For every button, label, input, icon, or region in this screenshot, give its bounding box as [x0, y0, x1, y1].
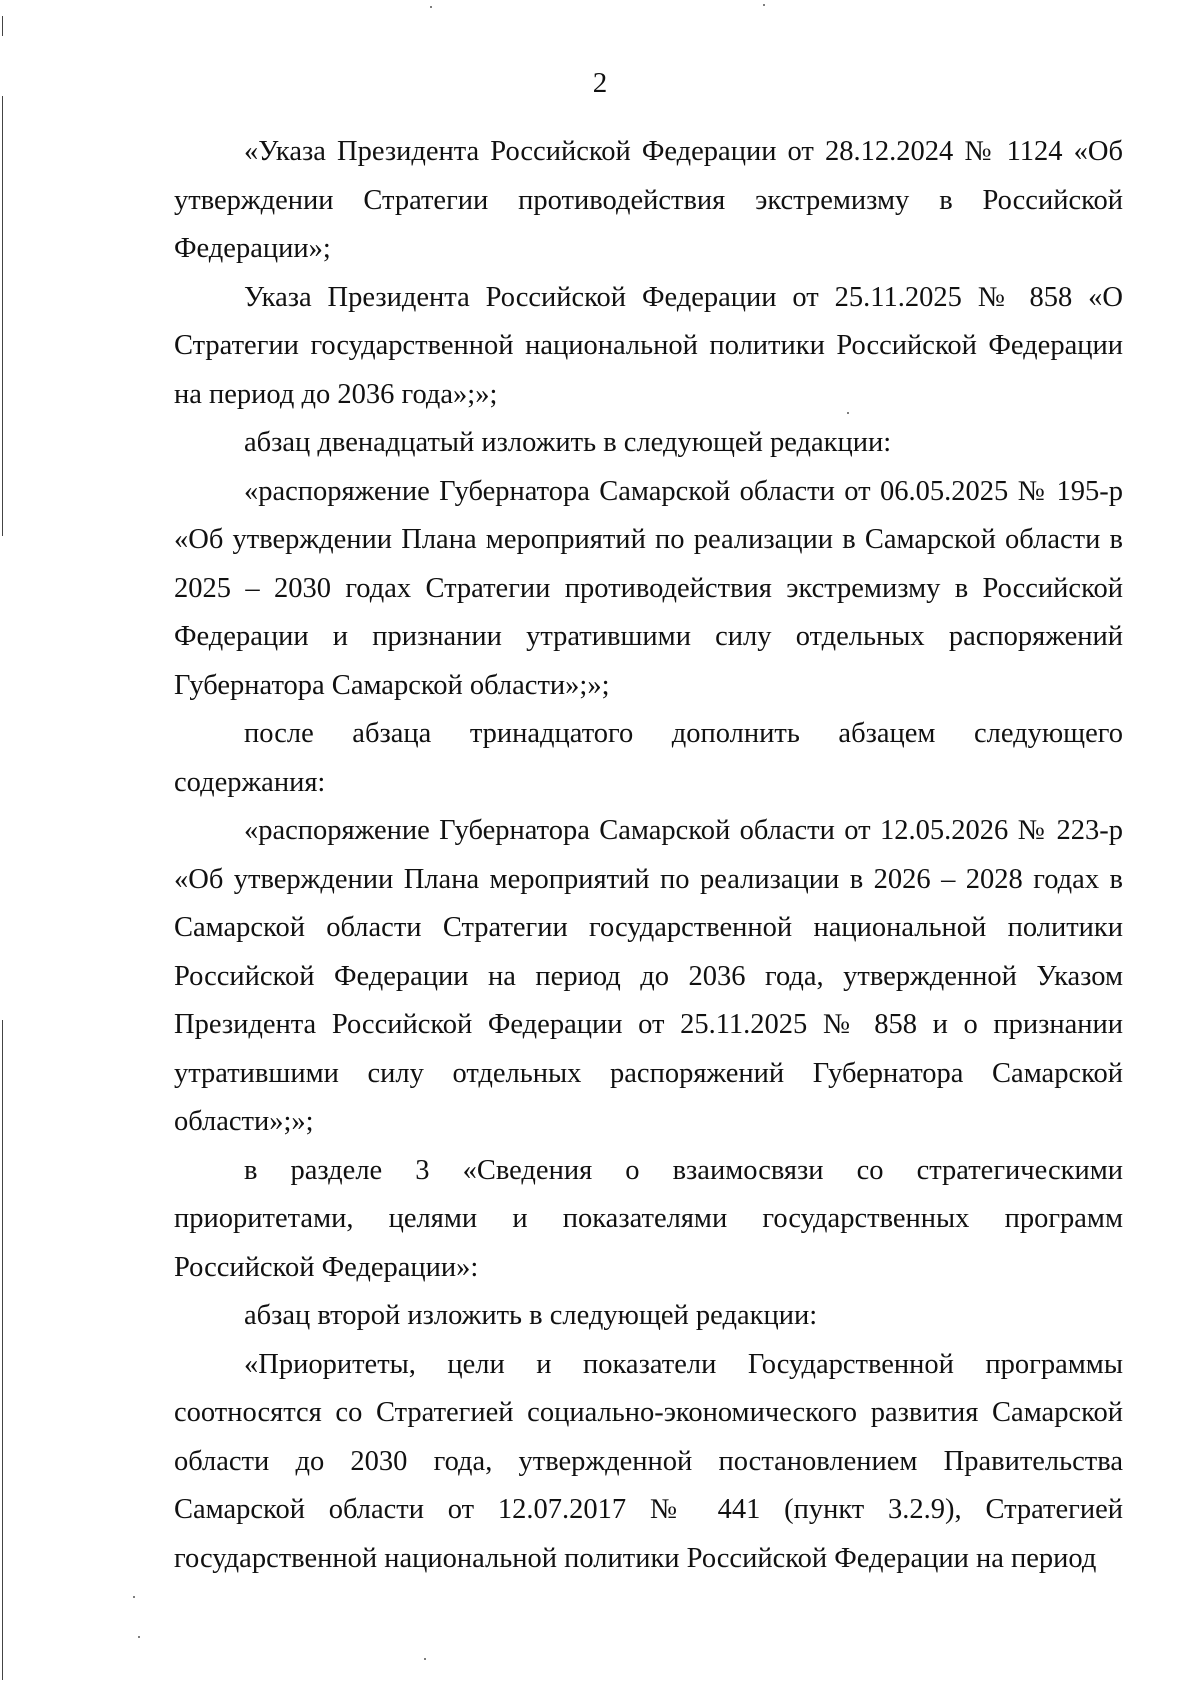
paragraph: в разделе 3 «Сведения о взаимосвязи со стратегическими приоритетами, целями и показателями государственных программ Российской Федерации»:: [174, 1154, 1123, 1283]
paragraph: Указа Президента Российской Федерации от 25.11.2025 № 858 «О Стратегии государственной национальной политики Российской Федерации на период до 2036 года»;»;: [174, 281, 1123, 410]
scan-speck: [763, 4, 765, 6]
scan-speck: [430, 6, 432, 8]
paragraph: после абзаца тринадцатого дополнить абзацем следующего содержания:: [174, 718, 1123, 798]
paragraph: «Приоритеты, цели и показатели Государственной программы соотносятся со Стратегией социально-экономического развития Самарской области до 2030 года, утвержденной постановлением Правительства Самарской области от 12.07.2017 № 441 (пункт 3.2.9), Стратегией государственной национальной политики Российской Федерации на период: [174, 1348, 1123, 1574]
document-body: [174, 128, 1123, 1583]
scan-speck: [424, 1658, 426, 1660]
paragraph: абзац второй изложить в следующей редакции:: [244, 1300, 818, 1331]
paragraph: «распоряжение Губернатора Самарской области от 12.05.2026 № 223-р «Об утверждении Плана мероприятий по реализации в 2026 – 2028 годах в Самарской области Стратегии государственной национальной политики Российской Федерации на период до 2036 года, утвержденной Указом Президента Российской Федерации от 25.11.2025 № 858 и о признании утратившими силу отдельных распоряжений Губернатора Самарской области»;»;: [174, 815, 1123, 1137]
paragraph: «Указа Президента Российской Федерации от 28.12.2024 № 1124 «Об утверждении Стратегии противодействия экстремизму в Российской Федерации»;: [174, 136, 1123, 264]
page-number: 2: [592, 67, 608, 99]
paragraph: «распоряжение Губернатора Самарской области от 06.05.2025 № 195-р «Об утверждении Плана мероприятий по реализации в Самарской области в 2025 – 2030 годах Стратегии противодействия экстремизму в Российской Федерации и признании утратившими силу отдельных распоряжений Губернатора Самарской области»;»;: [174, 475, 1123, 701]
scan-edge-mark: [2, 1020, 3, 1680]
scan-edge-mark: [2, 16, 3, 36]
scan-speck: [133, 1596, 135, 1598]
scan-edge-mark: [2, 96, 3, 536]
scan-speck: [138, 1636, 140, 1638]
paragraph: абзац двенадцатый изложить в следующей редакции:: [244, 427, 892, 458]
